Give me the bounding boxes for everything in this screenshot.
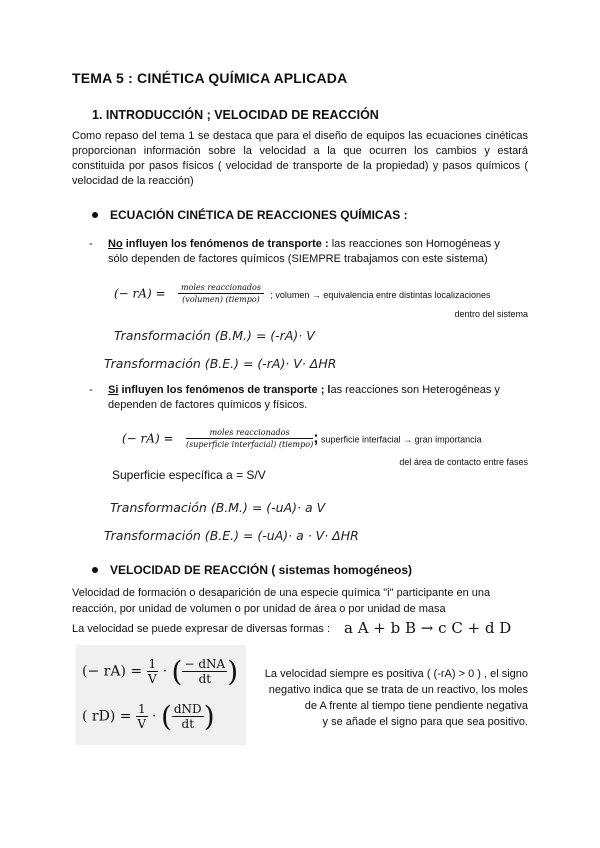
note-line: negativo indica que se trata de un reactivo, los moles [268, 684, 528, 696]
paren-open: ( [171, 655, 183, 688]
note-line: y se añade el signo para que sea positivo. [322, 716, 528, 728]
item-text: as reacciones son Heterogéneas y [330, 384, 500, 396]
paren-open: ( [160, 700, 172, 733]
list-item-no-transporte [89, 237, 528, 267]
one-over-v [136, 702, 148, 731]
fraction-numerator: 1 [137, 702, 146, 716]
bold-phrase: influyen los fenómenos de transporte : [122, 238, 329, 250]
bullet-heading-text: ECUACIÓN CINÉTICA DE REACCIONES QUÍMICAS : [110, 208, 408, 222]
equation-note: ; volumen → equivalencia entre distintas localizaciones [270, 289, 491, 300]
bullet-heading-text: VELOCIDAD DE REACCIÓN ( sistemas homogéneos) [110, 563, 413, 577]
forms-text: La velocidad se puede expresar de diversas formas : [72, 623, 331, 635]
fraction [178, 283, 264, 304]
note-line: La velocidad siempre es positiva ( (-rA) > 0 ) , el signo [264, 668, 528, 680]
fraction-numerator: moles reaccionados [178, 283, 264, 294]
rate-definition-A [82, 655, 238, 688]
transformacion-bm-formula-het: Transformación (B.M.) = (-uA)· a V [110, 500, 326, 515]
note-line: de A frente al tiempo tiene pendiente negativa [304, 700, 528, 712]
item-text: las reacciones son Homogéneas y [328, 238, 500, 250]
page-title: TEMA 5 : CINÉTICA QUÍMICA APLICADA [72, 70, 348, 86]
bullet-heading-ecuacion-cinetica [92, 208, 408, 222]
paragraph-line: reacción, por unidad de volumen o por unidad de área o por unidad de masa [72, 603, 446, 615]
item-text: sólo dependen de factores químicos (SIEMPRE trabajamos con este sistema) [108, 253, 488, 265]
rate-lhs: (− rA) = [82, 663, 143, 680]
derivative-numerator: dND [173, 702, 202, 716]
derivative-numerator: − dNA [184, 657, 226, 671]
derivative-denominator: dt [198, 672, 212, 686]
paragraph-line: Velocidad de formación o desaparición de una especie química "i" participante en una [72, 587, 491, 599]
equation-note-line2: del área de contacto entre fases [399, 457, 528, 467]
fraction-denominator: V [137, 717, 147, 731]
fraction-denominator: (superficie interfacial) (tiempo) [185, 440, 314, 449]
paren-close: ) [203, 700, 215, 733]
fraction [186, 428, 313, 449]
intro-paragraph: Como repaso del tema 1 se destaca que para el diseño de equipos las ecuaciones cinéticas proporcionan información sobre la velocidad a la que ocurren los cambios y estará constituida por pasos físicos ( velocidad de transporte de la propiedad) y pasos químicos ( velocidad de la reacción) [72, 130, 528, 187]
bold-phrase: influyen los fenómenos de transporte ; l [118, 384, 331, 396]
list-item-si-transporte [89, 383, 528, 413]
rate-equation-heterogeneous [122, 428, 482, 449]
no-underlined: No [108, 238, 123, 250]
section-heading-introduccion: 1. INTRODUCCIÓN ; VELOCIDAD DE REACCIÓN [92, 108, 379, 122]
one-over-v [147, 657, 159, 686]
rate-definition-D [82, 700, 215, 733]
fraction-denominator: (volumen) (tiempo) [182, 295, 260, 304]
rate-lhs: ( rD) = [82, 708, 132, 725]
transformacion-be-formula-het: Transformación (B.E.) = (-uA)· a · V· ΔHR [104, 528, 359, 543]
bullet-dot-icon [92, 567, 98, 573]
superficie-especifica: Superficie específica a = S/V [112, 468, 266, 482]
fraction-denominator: V [148, 672, 157, 686]
item-text: dependen de factores químicos y físicos. [108, 399, 308, 411]
derivative [172, 702, 204, 731]
fraction-numerator: 1 [148, 657, 157, 671]
equation-lhs: (− rA) = [114, 286, 166, 301]
dash-marker: - [89, 238, 93, 250]
paren-close: ) [227, 655, 239, 688]
transformacion-be-formula: Transformación (B.E.) = (-rA)· V· ΔHR [104, 356, 337, 371]
derivative [182, 657, 227, 686]
velocidad-paragraph [72, 585, 532, 617]
derivative-denominator: dt [181, 717, 195, 731]
reaction-equation: a A + b B → c C + d D [344, 619, 512, 637]
semicolon: ; [313, 429, 319, 447]
velocity-note [228, 666, 528, 730]
equation-lhs: (− rA) = [122, 431, 174, 446]
dash-marker: - [89, 384, 93, 396]
bullet-heading-velocidad [92, 563, 412, 577]
si-underlined: Si [108, 384, 119, 396]
bullet-dot-icon [92, 212, 98, 218]
dot-operator: · [152, 708, 157, 725]
fraction-numerator: moles reaccionados [186, 428, 313, 439]
equation-note-line2: dentro del sistema [454, 309, 528, 319]
transformacion-bm-formula: Transformación (B.M.) = (-rA)· V [114, 328, 315, 343]
rate-equation-homogeneous [114, 283, 491, 304]
dot-operator: · [162, 663, 168, 680]
equation-note: superficie interfacial → gran importancia [318, 434, 482, 445]
